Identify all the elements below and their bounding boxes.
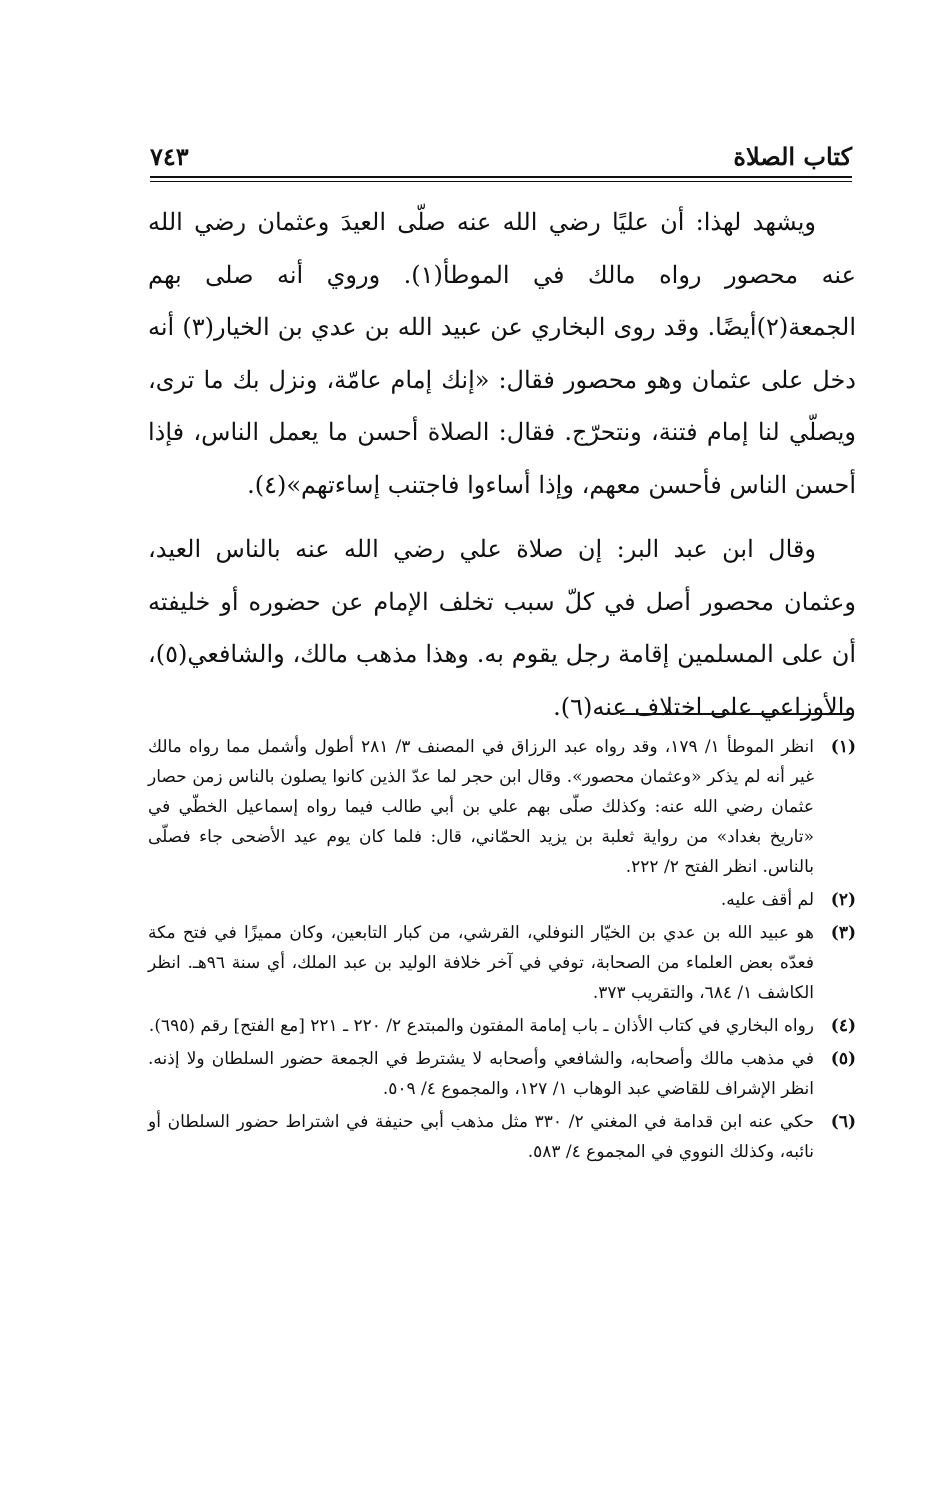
footnotes	[148, 732, 856, 1170]
footnote	[148, 732, 856, 882]
footnote-text: لم أقف عليه.	[720, 890, 814, 910]
footnote-number: (٥)	[830, 1049, 856, 1069]
footnote-text: انظر الموطأ ١/ ١٧٩، وقد رواه عبد الرزاق في المصنف ٣/ ٢٨١ أطول وأشمل مما رواه مالك غير أنه لم يذكر «وعثمان محصور». وقال ابن حجر لما عدّ الذين كانوا يصلون بالناس زمن حصار عثمان رضي الله عنه: وكذلك صلّى بهم علي بن أبي طالب فيما رواه إسماعيل الخطّي في «تاريخ بغداد» من رواية ثعلبة بن يزيد الحمّاني، قال: فلما كان يوم عيد الأضحى جاء فصلّى بالناس. انظر الفتح ٢/ ٢٢٢.	[148, 737, 814, 877]
footnote-number: (٣)	[830, 923, 856, 943]
body-paragraph: ويشهد لهذا: أن عليًا رضي الله عنه صلّى العيدَ وعثمان رضي الله عنه محصور رواه مالك في الموطأ(١). وروي أنه صلى بهم الجمعة(٢)أيضًا. وقد روى البخاري عن عبيد الله بن عدي بن الخيار(٣) أنه دخل على عثمان وهو محصور فقال: «إنك إمام عامّة، ونزل بك ما ترى، ويصلّي لنا إمام فتنة، ونتحرّج. فقال: الصلاة أحسن ما يعمل الناس، فإذا أحسن الناس فأحسن معهم، وإذا أساءوا فاجتنب إساءتهم»(٤).	[148, 208, 856, 499]
main-text	[148, 196, 856, 733]
footnote-text: حكي عنه ابن قدامة في المغني ٢/ ٣٣٠ مثل مذهب أبي حنيفة في اشتراط حضور السلطان أو نائبه، وكذلك النووي في المجموع ٤/ ٥٨٣.	[148, 1112, 814, 1162]
body-paragraph: وقال ابن عبد البر: إن صلاة علي رضي الله عنه بالناس العيد، وعثمان محصور أصل في كلّ سبب تخلف الإمام عن حضوره أو خليفته أن على المسلمين إقامة رجل يقوم به. وهذا مذهب مالك، والشافعي(٥)، والأوزاعي على اختلاف عنه(٦).	[148, 535, 856, 721]
footnote	[148, 918, 856, 1008]
page-number: ٧٤٣	[150, 142, 189, 171]
footnote-number: (٦)	[830, 1112, 856, 1132]
footnote	[148, 885, 856, 915]
footnote	[148, 1044, 856, 1104]
footnote-number: (٢)	[830, 890, 856, 910]
footnote	[148, 1107, 856, 1167]
footnote-separator	[620, 713, 854, 715]
header-rule	[150, 176, 852, 178]
chapter-title: كتاب الصلاة	[733, 142, 852, 171]
footnote-number: (١)	[830, 737, 856, 757]
running-header	[150, 140, 852, 174]
footnote-number: (٤)	[830, 1016, 856, 1036]
header-rule-thin	[150, 181, 852, 182]
footnote-text: رواه البخاري في كتاب الأذان ـ باب إمامة المفتون والمبتدع ٢/ ٢٢٠ ـ ٢٢١ [مع الفتح] رقم (٦٩٥).	[148, 1016, 814, 1036]
footnote-text: هو عبيد الله بن عدي بن الخيّار النوفلي، القرشي، من كبار التابعين، وكان مميزًا في فتح مكة فعدّه بعض العلماء من الصحابة، توفي في آخر خلافة الوليد بن عبد الملك، أي سنة ٩٦هـ. انظر الكاشف ١/ ٦٨٤، والتقريب ٣٧٣.	[148, 923, 814, 1003]
footnote	[148, 1011, 856, 1041]
footnote-text: في مذهب مالك وأصحابه، والشافعي وأصحابه لا يشترط في الجمعة حضور السلطان ولا إذنه. انظر الإشراف للقاضي عبد الوهاب ١/ ١٢٧، والمجموع ٤/ ٥٠٩.	[148, 1049, 814, 1099]
